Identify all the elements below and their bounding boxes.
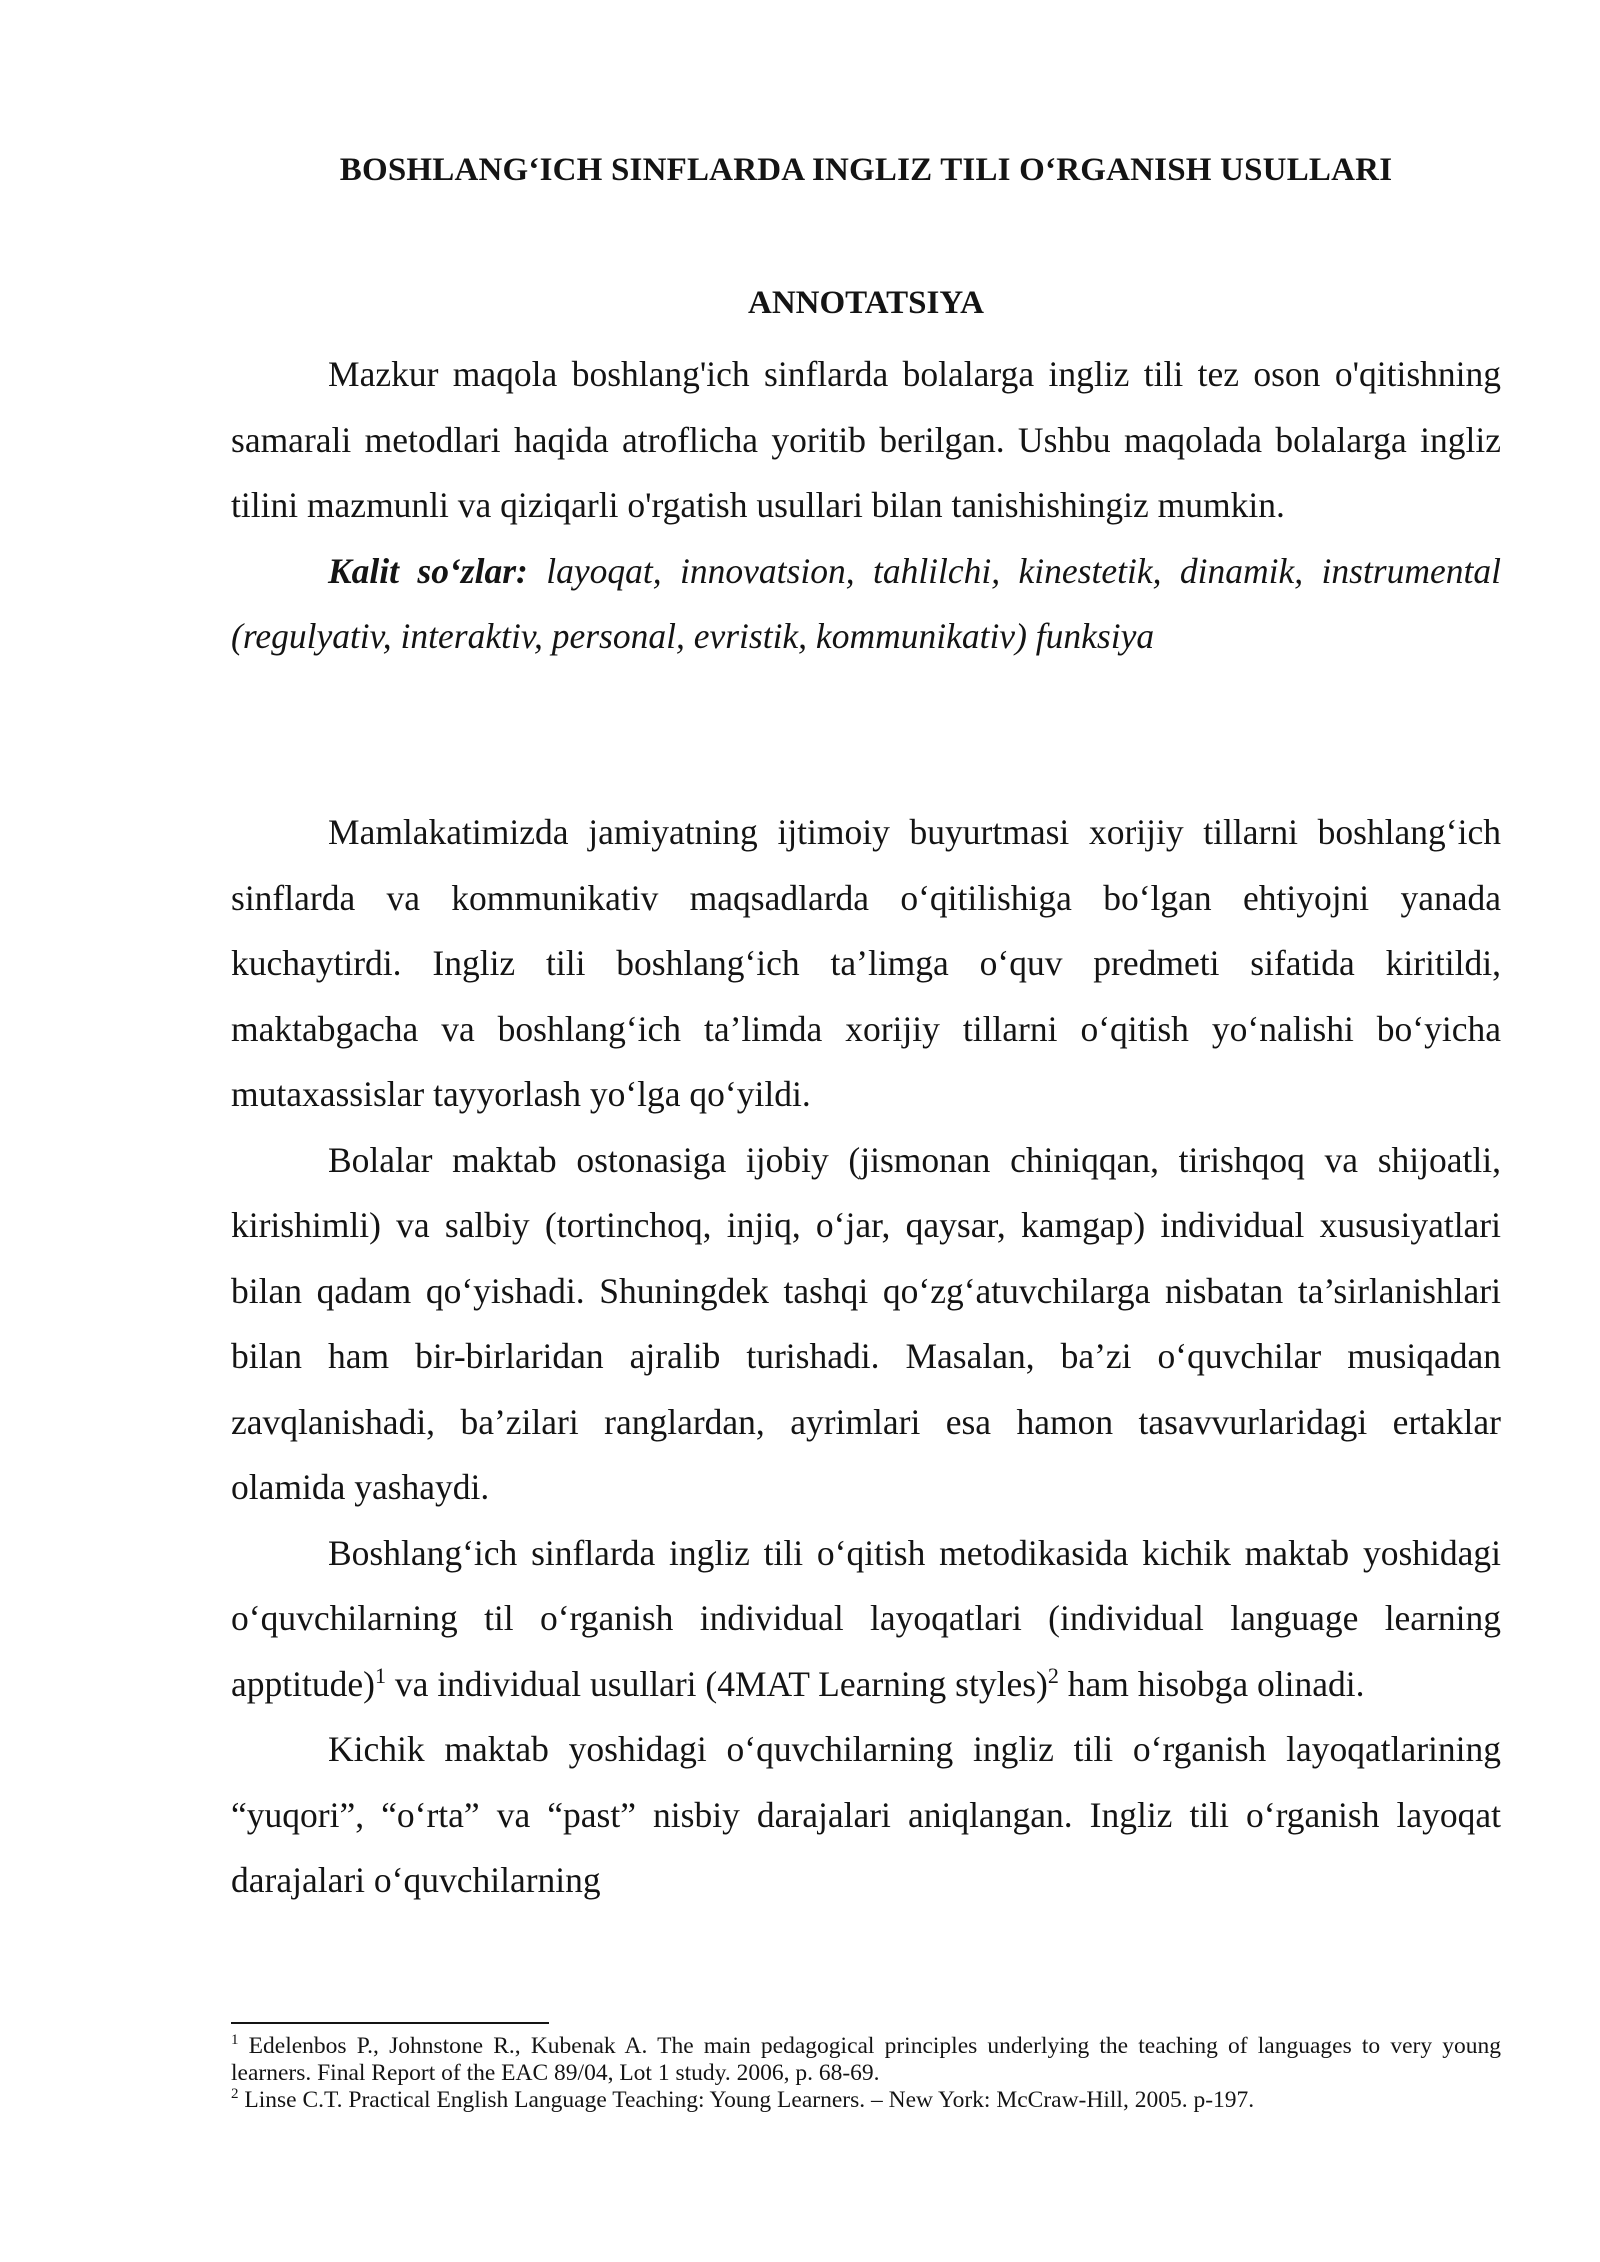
annotation-paragraph: Mazkur maqola boshlang'ich sinflarda bolalarga ingliz tili tez oson o'qitishning samarali metodlari haqida atroflicha yoritib berilgan. Ushbu maqolada bolalarga ingliz tilini mazmunli va qiziqarli o'rgatish usullari bilan tanishishingiz mumkin. (231, 354, 1501, 525)
footnote-1 (231, 2033, 1501, 2087)
paragraph-text-segment: ham hisobga olinadi. (1058, 1663, 1365, 1704)
footnote-divider (231, 2022, 549, 2024)
footnote-2 (231, 2087, 1501, 2114)
body-paragraph: Kichik maktab yoshidagi o‘quvchilarning ingliz tili o‘rganish layoqatlarining “yuqori”, “o‘rta” va “past” nisbiy darajalari aniqlangan. Ingliz tili o‘rganish layoqat darajalari o‘quvchilarning (231, 1729, 1501, 1900)
keywords-paragraph (231, 539, 1501, 670)
paragraph-text-segment: va individual usullari (4MAT Learning styles) (385, 1663, 1048, 1704)
body-paragraph-with-references (231, 1521, 1501, 1718)
annotation-section (231, 342, 1501, 670)
footnote-text: Edelenbos P., Johnstone R., Kubenak A. The main pedagogical principles underlying the teaching of languages to very young learners. Final Report of the EAC 89/04, Lot 1 study. 2006, p. 68-69. (231, 2033, 1501, 2086)
keywords-list: layoqat, innovatsion, tahlilchi, kinestetik, dinamik, instrumental (regulyativ, interaktiv, personal, evristik, kommunikativ) funksiya (231, 550, 1501, 656)
footnote-text: Linse C.T. Practical English Language Teaching: Young Learners. – New York: McCraw-Hill, 2005. p-197. (238, 2087, 1255, 2113)
body-paragraph: Mamlakatimizda jamiyatning ijtimoiy buyurtmasi xorijiy tillarni boshlang‘ich sinflarda va kommunikativ maqsadlarda o‘qitilishiga bo‘lgan ehtiyojni yanada kuchaytirdi. Ingliz tili boshlang‘ich ta’limga o‘quv predmeti sifatida kiritildi, maktabgacha va boshlang‘ich ta’limda xorijiy tillarni o‘qitish yo‘nalishi bo‘yicha mutaxassislar tayyorlash yo‘lga qo‘yildi. (231, 812, 1501, 1114)
paragraph-text-segment: Boshlang‘ich sinflarda ingliz tili o‘qitish metodikasida kichik maktab yoshidagi o‘quvchilarning til o‘rganish individual layoqatlari (individual language learning apptitude) (231, 1532, 1501, 1704)
footnote-reference-2[interactable]: 2 (1047, 1662, 1059, 1688)
document-title: BOSHLANG‘ICH SINFLARDA INGLIZ TILI O‘RGANISH USULLARI (339, 152, 1393, 188)
footnote-number: 2 (231, 2086, 239, 2103)
keywords-label: Kalit so‘zlar: (328, 550, 528, 591)
footnote-reference-1[interactable]: 1 (374, 1662, 386, 1688)
footnote-number: 1 (231, 2032, 239, 2049)
footnotes (231, 2033, 1501, 2114)
body-paragraph: Bolalar maktab ostonasiga ijobiy (jismonan chiniqqan, tirishqoq va shijoatli, kirishimli) va salbiy (tortinchoq, injiq, o‘jar, qaysar, kamgap) individual xususiyatlari bilan qadam qo‘yishadi. Shuningdek tashqi qo‘zg‘atuvchilarga nisbatan ta’sirlanishlari bilan ham bir-birlaridan ajralib turishadi. Masalan, ba’zi o‘quvchilar musiqadan zavqlanishadi, ba’zilari ranglardan, ayrimlari esa hamon tasavvurlaridagi ertaklar olamida yashaydi. (231, 1139, 1501, 1507)
annotation-heading: ANNOTATSIYA (748, 285, 984, 321)
main-text (231, 800, 1501, 1914)
